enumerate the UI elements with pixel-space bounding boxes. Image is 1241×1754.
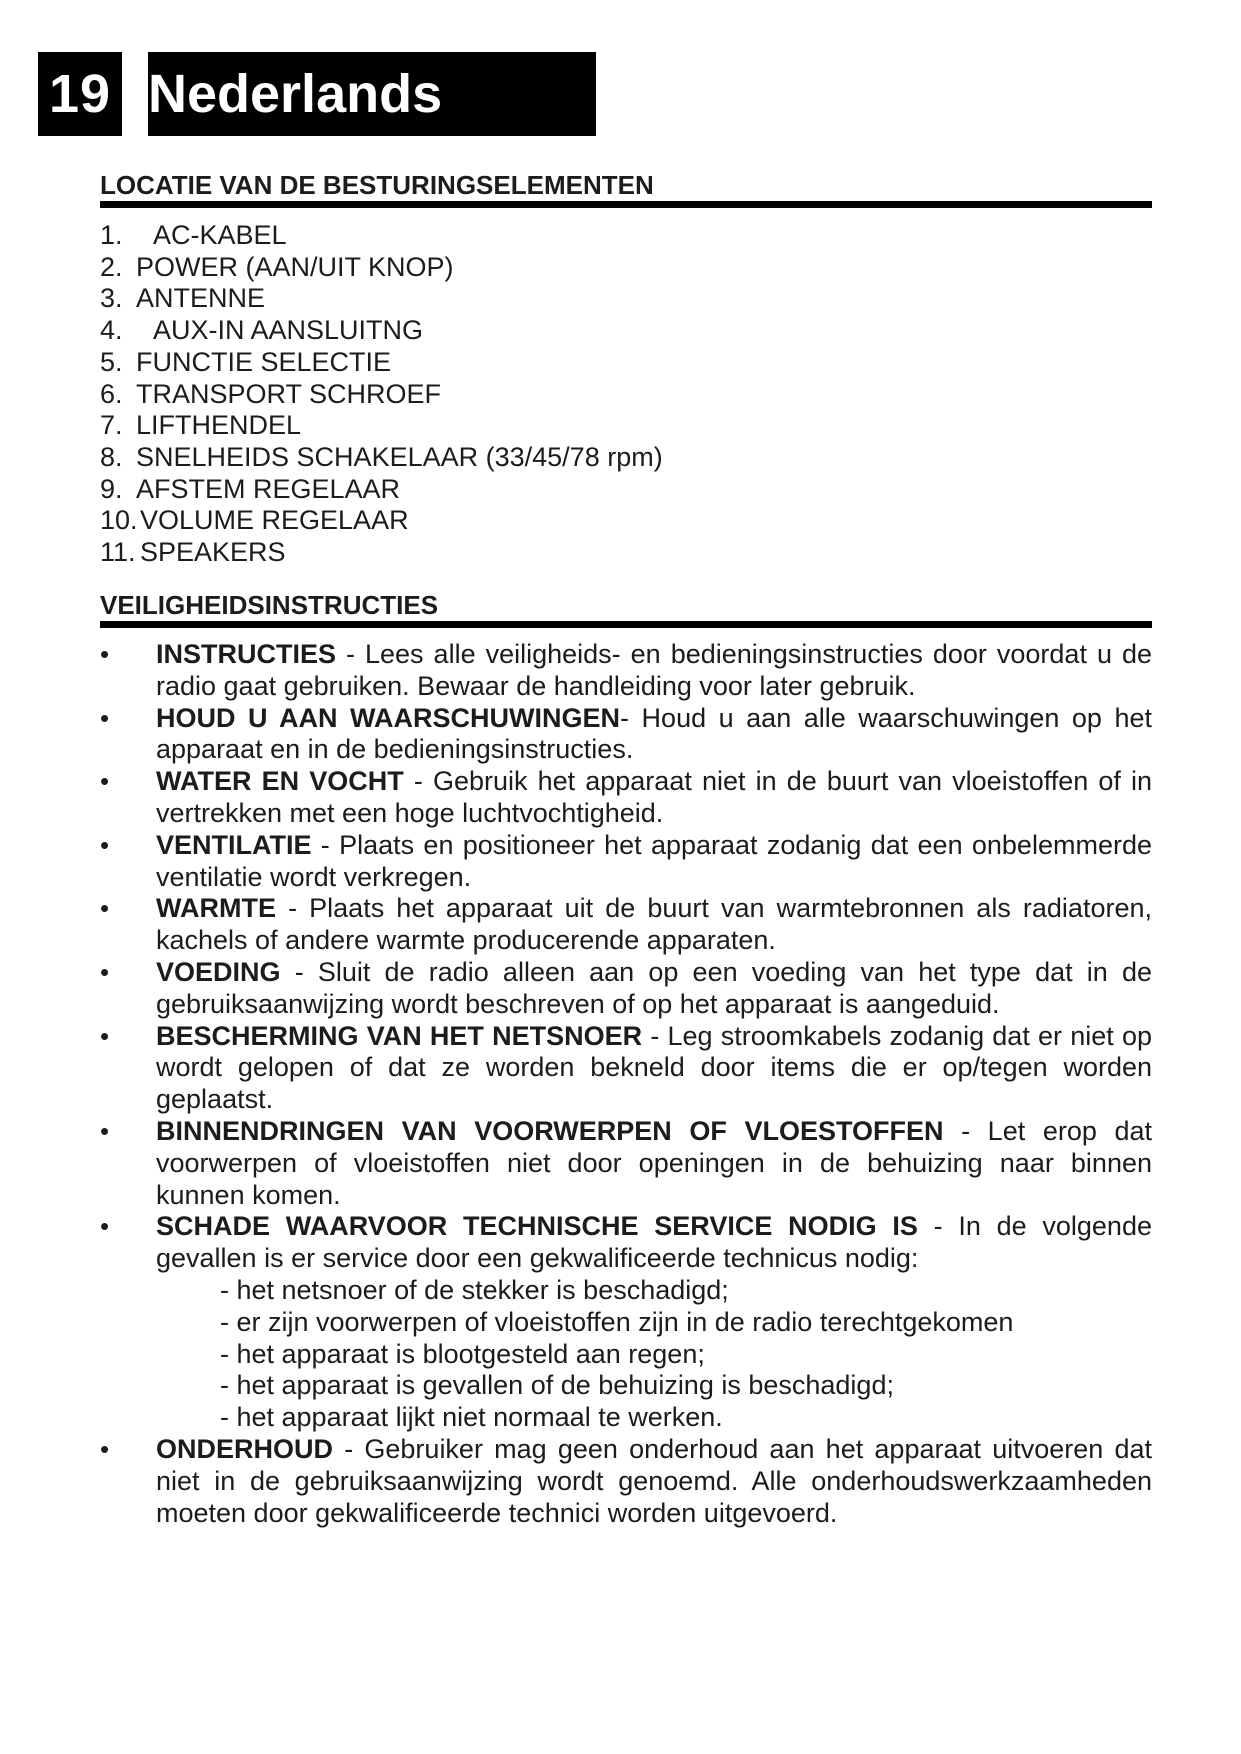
safety-item — [100, 1021, 1152, 1116]
safety-item-title: VOEDING — [156, 956, 281, 987]
safety-item-title: WATER EN VOCHT — [156, 766, 404, 797]
safety-item — [100, 639, 1152, 703]
controls-list — [100, 220, 663, 569]
service-case: - het apparaat is blootgesteld aan regen; — [220, 1338, 705, 1369]
safety-item-text: - Gebruiker mag geen onderhoud aan het apparaat uitvoeren dat niet in de gebruiksaanwijzing wordt genoemd. Alle onderhoudswerkzaamheden moeten door gekwalificeerde technici worden uitgevoerd. — [156, 1433, 1152, 1528]
control-item-label: ANTENNE — [136, 283, 266, 314]
safety-item — [100, 830, 1152, 894]
service-case: - er zijn voorwerpen of vloeistoffen zijn in de radio terechtgekomen — [220, 1306, 1014, 1337]
control-item-label: AC-KABEL — [153, 220, 287, 250]
safety-item-text: - Gebruik het apparaat niet in de buurt van vloeistoffen of in vertrekken met een hoge luchtvochtigheid. — [156, 766, 1153, 828]
control-item-label: TRANSPORT SCHROEF — [136, 378, 442, 409]
control-item — [100, 252, 663, 284]
control-item — [100, 474, 663, 506]
control-item-label: AFSTEM REGELAAR — [136, 473, 401, 504]
control-item-label: VOLUME REGELAAR — [140, 505, 409, 536]
safety-item-text: - Let erop dat voorwerpen of vloeistoffen niet door openingen in de behuizing naar binnen kunnen komen. — [156, 1115, 1153, 1210]
control-item-label: POWER (AAN/UIT KNOP) — [136, 251, 454, 282]
safety-item-title: HOUD U AAN WAARSCHUWINGEN — [156, 702, 621, 733]
control-item-number: 9. — [100, 473, 123, 504]
safety-item-text: - In de volgende gevallen is er service door een gekwalificeerde technicus nodig: — [156, 1211, 1152, 1274]
language-title: Nederlands — [148, 52, 596, 136]
control-item-number: 10. — [100, 505, 138, 536]
control-item — [100, 410, 663, 442]
safety-item — [100, 893, 1152, 957]
control-item-label: SPEAKERS — [140, 537, 286, 568]
control-item-number: 2. — [100, 251, 123, 282]
control-item — [100, 220, 663, 252]
control-item-number: 11. — [100, 537, 136, 568]
safety-item — [100, 1211, 1152, 1434]
safety-item-text: - Leg stroomkabels zodanig dat er niet op wordt gelopen of dat ze worden bekneld door items die er op/tegen worden geplaatst. — [156, 1020, 1152, 1115]
control-item-label: AUX-IN AANSLUITNG — [153, 315, 424, 346]
safety-item — [100, 957, 1152, 1021]
safety-item-text: - Houd u aan alle waarschuwingen op het apparaat en in de bedieningsinstructies. — [156, 702, 1153, 765]
safety-item-title: INSTRUCTIES — [156, 639, 337, 669]
safety-list — [100, 639, 1152, 1529]
control-item-number: 5. — [100, 346, 123, 377]
safety-item-title: BINNENDRINGEN VAN VOORWERPEN OF VLOESTOFFEN — [156, 1115, 944, 1146]
control-item — [100, 505, 663, 537]
control-item — [100, 347, 663, 379]
control-item — [100, 379, 663, 411]
control-item-label: SNELHEIDS SCHAKELAAR (33/45/78 rpm) — [136, 441, 663, 472]
control-item-number: 6. — [100, 378, 123, 409]
safety-item-text: - Plaats het apparaat uit de buurt van warmtebronnen als radiatoren, kachels of andere warmte producerende apparaten. — [156, 893, 1152, 956]
control-item-label: LIFTHENDEL — [136, 410, 302, 441]
service-case: - het apparaat is gevallen of de behuizing is beschadigd; — [220, 1370, 894, 1401]
safety-item-title: VENTILATIE — [156, 829, 312, 860]
service-case: - het netsnoer of de stekker is beschadigd; — [220, 1274, 729, 1305]
safety-item-title: BESCHERMING VAN HET NETSNOER — [156, 1020, 643, 1051]
controls-divider — [100, 201, 1152, 208]
control-item-number: 4. — [100, 315, 123, 346]
service-case: - het apparaat lijkt niet normaal te werken. — [220, 1402, 723, 1433]
control-item-number: 8. — [100, 441, 123, 472]
control-item — [100, 442, 663, 474]
safety-item-text: - Lees alle veiligheids- en bedieningsinstructies door voordat u de radio gaat gebruiken. Bewaar de handleiding voor later gebruik. — [156, 639, 1152, 701]
safety-heading: VEILIGHEIDSINSTRUCTIES — [100, 590, 439, 620]
page-number: 19 — [38, 52, 122, 136]
safety-item-text: - Sluit de radio alleen aan op een voeding van het type dat in de gebruiksaanwijzing wordt beschreven of op het apparaat is aangeduid. — [156, 956, 1152, 1019]
safety-item-text: - Plaats en positioneer het apparaat zodanig dat een onbelemmerde ventilatie wordt verkregen. — [156, 829, 1152, 892]
safety-item — [100, 1434, 1152, 1529]
safety-divider — [100, 621, 1152, 628]
safety-item-title: SCHADE WAARVOOR TECHNISCHE SERVICE NODIG IS — [156, 1211, 918, 1242]
safety-item-title: WARMTE — [156, 893, 276, 924]
control-item-label: FUNCTIE SELECTIE — [136, 346, 392, 377]
service-cases-list — [156, 1275, 1152, 1434]
controls-heading: LOCATIE VAN DE BESTURINGSELEMENTEN — [100, 170, 654, 200]
control-item — [100, 283, 663, 315]
safety-item — [100, 1116, 1152, 1211]
safety-item — [100, 703, 1152, 767]
control-item — [100, 315, 663, 347]
control-item — [100, 537, 663, 569]
control-item-number: 1. — [100, 220, 123, 250]
control-item-number: 3. — [100, 283, 123, 314]
safety-item-title: ONDERHOUD — [156, 1433, 334, 1464]
control-item-number: 7. — [100, 410, 123, 441]
safety-item — [100, 766, 1152, 830]
